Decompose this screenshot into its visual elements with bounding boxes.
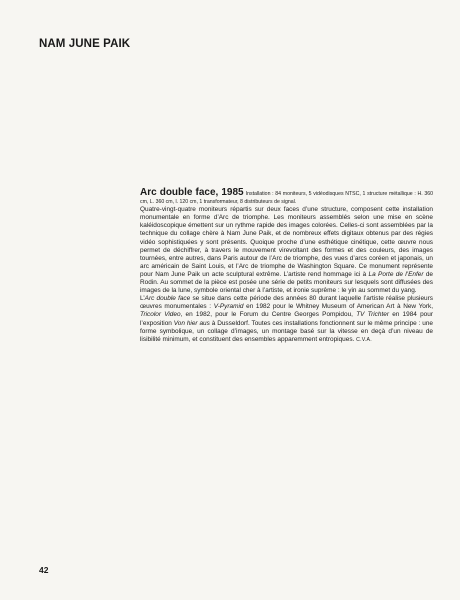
- paragraph-2-title-5: Von hier aus: [173, 319, 210, 327]
- description-paragraph-2: [140, 295, 433, 344]
- paragraph-1-text: Quatre-vingt-quatre moniteurs répartis sur deux faces d’une structure, composent cette installation monumentale en forme d’Arc de triomphe. Les moniteurs assemblés selon une mise en scène kaléidoscopique émettent sur un rythme rapide des images colorées. Celles-ci sont assemblées par la technique du collage chère à Nam June Paik, et de nombreux effets digitaux obtenus par des régies vidéo sophistiquées y sont présents. Quoique proche d’une esthétique cinétique, cette œuvre nous permet de déchiffrer, à travers le mouvement virevoltant des formes et des couleurs, des images tournées, entre autres, dans Paris autour de l’Arc de triomphe, des vues d’arcs coréen et japonais, un arc américain de Saint Louis, et l’Arc de triomphe de Washington Square. Ce monument représente pour Nam June Paik un acte sculptural extrême. L’artiste rend hommage ici à: [140, 206, 433, 278]
- referenced-work-title: La Porte de l’Enfer: [368, 270, 424, 278]
- artwork-header: [140, 187, 433, 206]
- artwork-title: Arc double face, 1985: [140, 187, 244, 198]
- paragraph-2-seg-1: L’: [140, 295, 145, 303]
- paragraph-2-title-2: V-Pyramid: [213, 303, 244, 311]
- paragraph-2-seg-6: à Dusseldorf. Toutes ces installations fonctionnent sur le même principe : une forme symbolique, un collage d’images, un montage basé sur la vitesse en deçà d’un niveau de lisibilité minimum, et constituent des ensembles apparemment entropiques.: [140, 319, 434, 343]
- author-credit: C.V.A.: [356, 336, 372, 343]
- paragraph-2-seg-2: se situe dans cette période des années 80 durant laquelle l’artiste réalise plusieurs œuvres monumentales :: [140, 295, 433, 311]
- artist-name-heading: NAM JUNE PAIK: [39, 38, 131, 50]
- paragraph-2-title-4: TV Trichter: [356, 311, 389, 319]
- paragraph-2-title-1: Arc double face: [144, 295, 191, 303]
- paragraph-2-title-3: Tricolor Video: [140, 311, 181, 319]
- paragraph-2-seg-4: , en 1982, pour le Forum du Centre Georges Pompidou,: [180, 311, 353, 319]
- description-paragraph-1: [140, 206, 433, 295]
- artwork-entry: [140, 187, 433, 344]
- paragraph-2-seg-5: en 1984 pour l’exposition: [140, 311, 433, 327]
- page-number: 42: [39, 565, 49, 575]
- paragraph-2-seg-3: en 1982 pour le Whitney Museum of American Art à New York,: [246, 303, 434, 311]
- artwork-materials: Installation : 84 moniteurs, 5 vidéodisques NTSC, 1 structure métallique : H. 360 cm, L. 360 cm, l. 120 cm, 1 transformateur, 8 distributeurs de signal.: [140, 191, 433, 206]
- paragraph-1-text-end: de Rodin. Au sommet de la pièce est posée une série de petits moniteurs sur lesquels sont diffusées des images de la lune, symbole oriental cher à l’artiste, et ironie suprême : le yin au sommet du yang.: [140, 270, 434, 295]
